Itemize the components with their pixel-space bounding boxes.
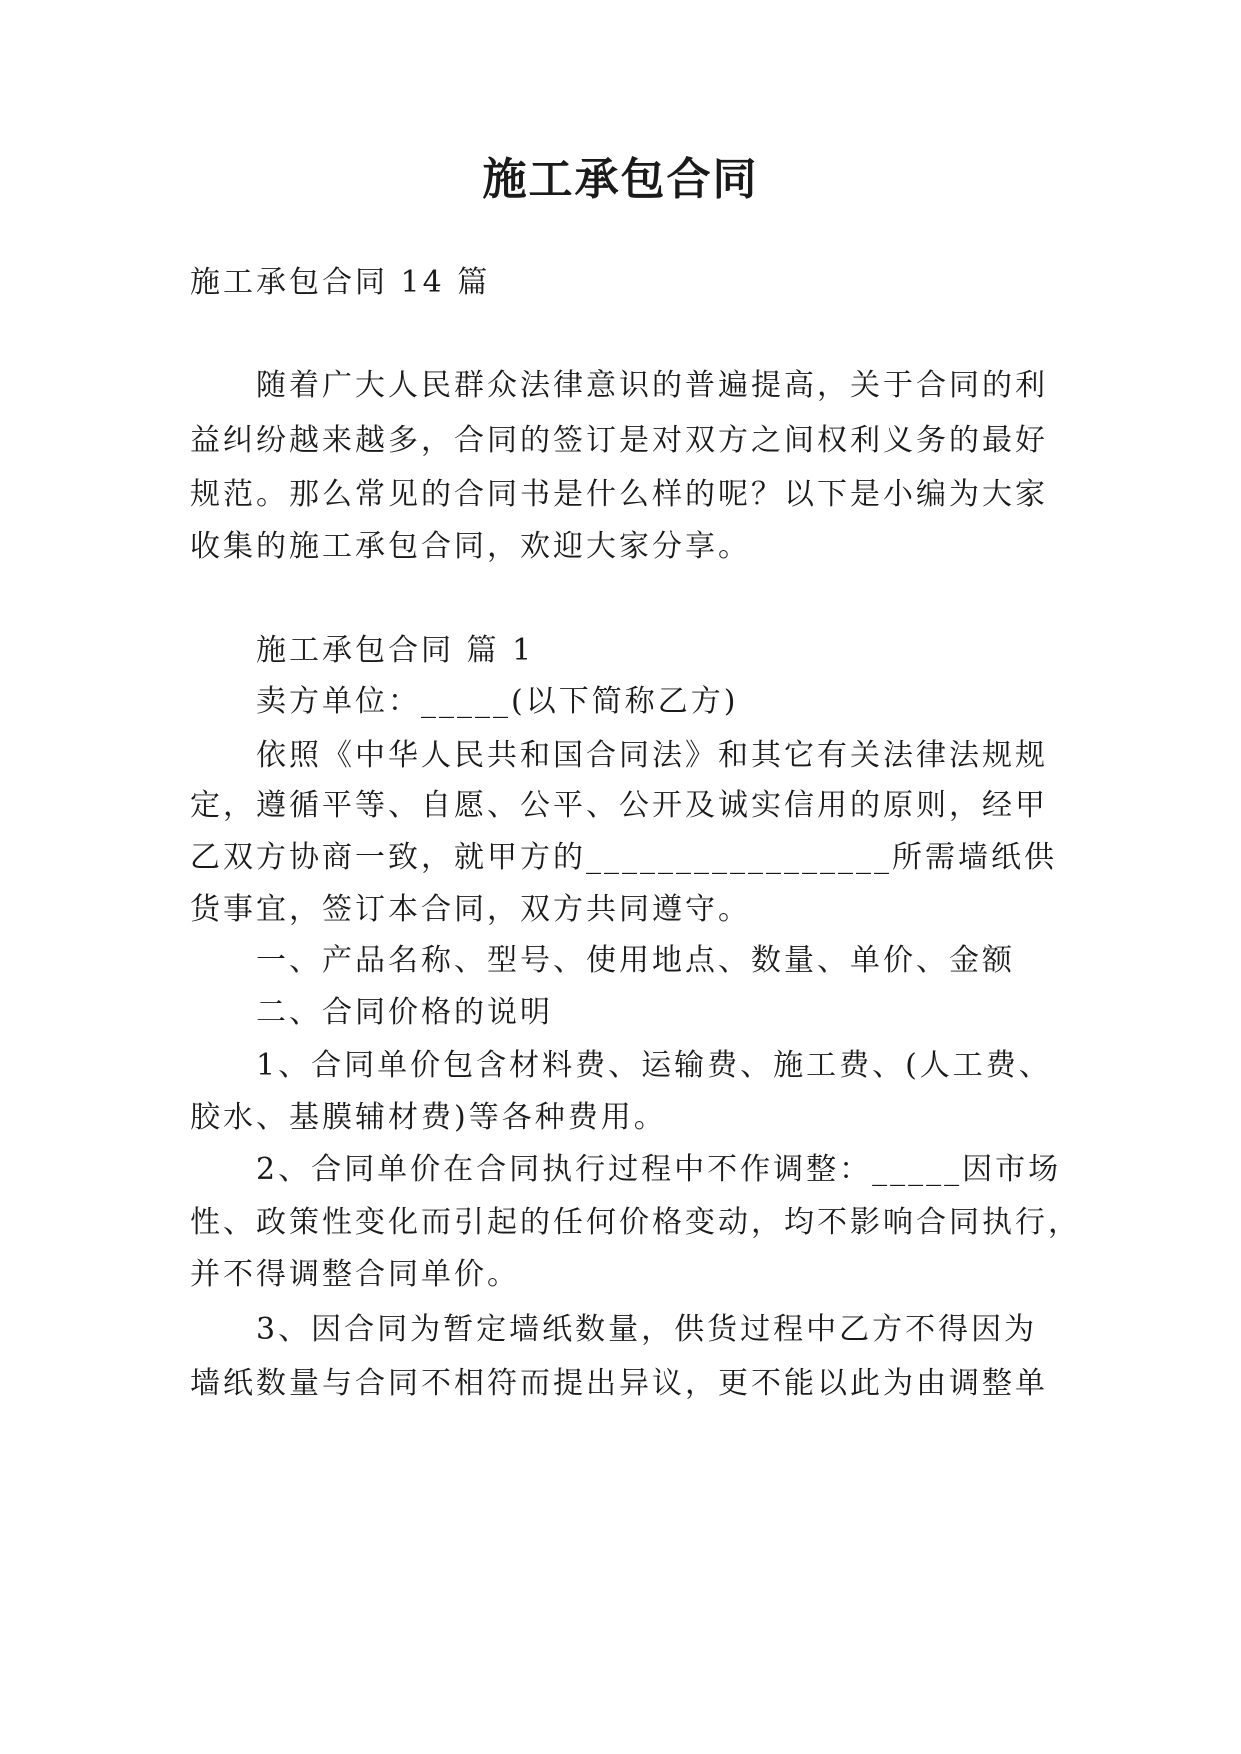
body-line: 二、合同价格的说明 <box>256 995 553 1030</box>
body-line: 卖方单位：_____(以下简称乙方) <box>256 684 739 719</box>
document-subtitle: 施工承包合同 14 篇 <box>190 265 491 300</box>
body-line: 墙纸数量与合同不相符而提出异议，更不能以此为由调整单 <box>190 1366 1048 1401</box>
body-line: 依照《中华人民共和国合同法》和其它有关法律法规规 <box>256 738 1048 773</box>
intro-line: 随着广大人民群众法律意识的普遍提高，关于合同的利 <box>256 368 1048 403</box>
body-line: 2、合同单价在合同执行过程中不作调整：_____因市场 <box>256 1152 1062 1187</box>
intro-line: 益纠纷越来越多，合同的签订是对双方之间权利义务的最好 <box>190 423 1048 458</box>
document-title: 施工承包合同 <box>482 154 759 205</box>
intro-line: 规范。那么常见的合同书是什么样的呢？以下是小编为大家 <box>190 477 1048 512</box>
body-line: 3、因合同为暂定墙纸数量，供货过程中乙方不得因为 <box>256 1312 1038 1347</box>
section-heading: 施工承包合同 篇 1 <box>256 633 535 668</box>
body-line: 性、政策性变化而引起的任何价格变动，均不影响合同执行， <box>190 1205 1081 1240</box>
body-line: 并不得调整合同单价。 <box>190 1257 520 1292</box>
body-line: 乙双方协商一致，就甲方的_________________所需墙纸供 <box>190 840 1057 875</box>
body-line: 一、产品名称、型号、使用地点、数量、单价、金额 <box>256 943 1015 978</box>
body-line: 胶水、基膜辅材费)等各种费用。 <box>190 1100 667 1135</box>
body-line: 货事宜，签订本合同，双方共同遵守。 <box>190 892 751 927</box>
body-line: 定，遵循平等、自愿、公平、公开及诚实信用的原则，经甲 <box>190 788 1048 823</box>
body-line: 1、合同单价包含材料费、运输费、施工费、(人工费、 <box>256 1048 1052 1083</box>
intro-line: 收集的施工承包合同，欢迎大家分享。 <box>190 529 751 564</box>
